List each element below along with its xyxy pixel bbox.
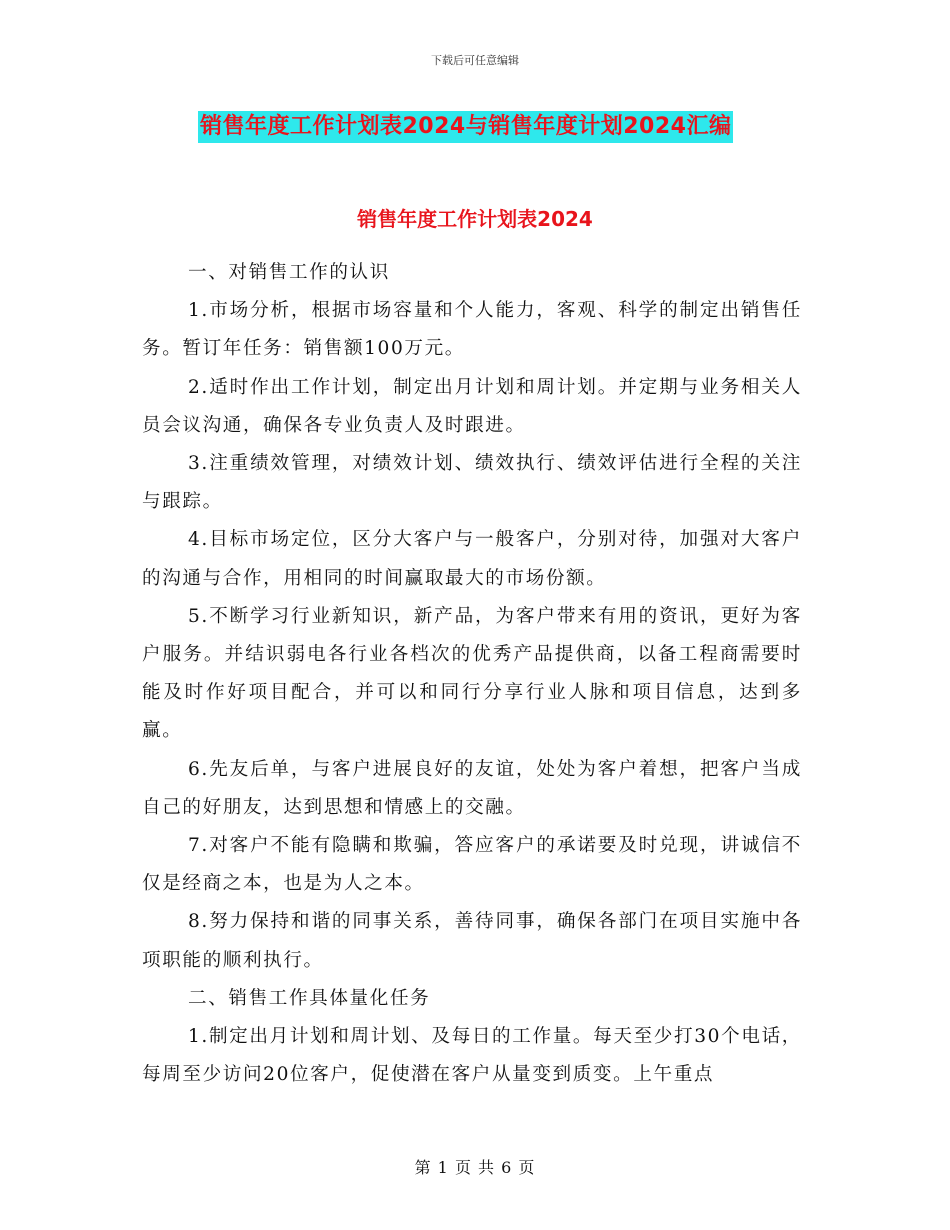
paragraph-item-3: 3.注重绩效管理，对绩效计划、绩效执行、绩效评估进行全程的关注与跟踪。 (142, 453, 802, 513)
footer-suffix: 页 (518, 1158, 536, 1177)
footer-total-pages: 6 (501, 1158, 513, 1177)
paragraph-item-6: 6.先友后单，与客户进展良好的友谊，处处为客户着想，把客户当成自己的好朋友，达到思想和情感上的交融。 (142, 758, 802, 818)
footer-prefix: 第 (414, 1158, 432, 1177)
document-body (142, 254, 802, 1094)
section-heading-2: 二、销售工作具体量化任务 (188, 987, 431, 1009)
paragraph-item-7: 7.对客户不能有隐瞒和欺骗，答应客户的承诺要及时兑现，讲诚信不仅是经商之本，也是为人之本。 (142, 835, 802, 895)
document-main-title: 销售年度工作计划表2024与销售年度计划2024汇编 (198, 111, 733, 143)
page-footer (0, 1155, 950, 1178)
paragraph-task-1: 1.制定出月计划和周计划、及每日的工作量。每天至少打30个电话，每周至少访问20位客户，促使潜在客户从量变到质变。上午重点 (142, 1026, 802, 1086)
section-title: 销售年度工作计划表2024 (357, 207, 593, 231)
paragraph-item-1: 1.市场分析，根据市场容量和个人能力，客观、科学的制定出销售任务。暂订年任务：销售额100万元。 (142, 300, 802, 360)
page-header-note: 下载后可任意编辑 (431, 54, 519, 67)
paragraph-item-4: 4.目标市场定位，区分大客户与一般客户，分别对待，加强对大客户的沟通与合作，用相同的时间赢取最大的市场份额。 (142, 529, 802, 589)
paragraph-item-5: 5.不断学习行业新知识，新产品，为客户带来有用的资讯，更好为客户服务。并结识弱电各行业各档次的优秀产品提供商，以备工程商需要时能及时作好项目配合，并可以和同行分享行业人脉和项目信息，达到多赢。 (142, 605, 802, 742)
section-heading-1: 一、对销售工作的认识 (188, 262, 390, 283)
footer-middle: 页 共 (454, 1158, 496, 1177)
paragraph-item-8: 8.努力保持和谐的同事关系，善待同事，确保各部门在项目实施中各项职能的顺利执行。 (142, 911, 802, 971)
paragraph-item-2: 2.适时作出工作计划，制定出月计划和周计划。并定期与业务相关人员会议沟通，确保各专业负责人及时跟进。 (142, 376, 802, 436)
footer-page-number: 1 (437, 1158, 449, 1177)
